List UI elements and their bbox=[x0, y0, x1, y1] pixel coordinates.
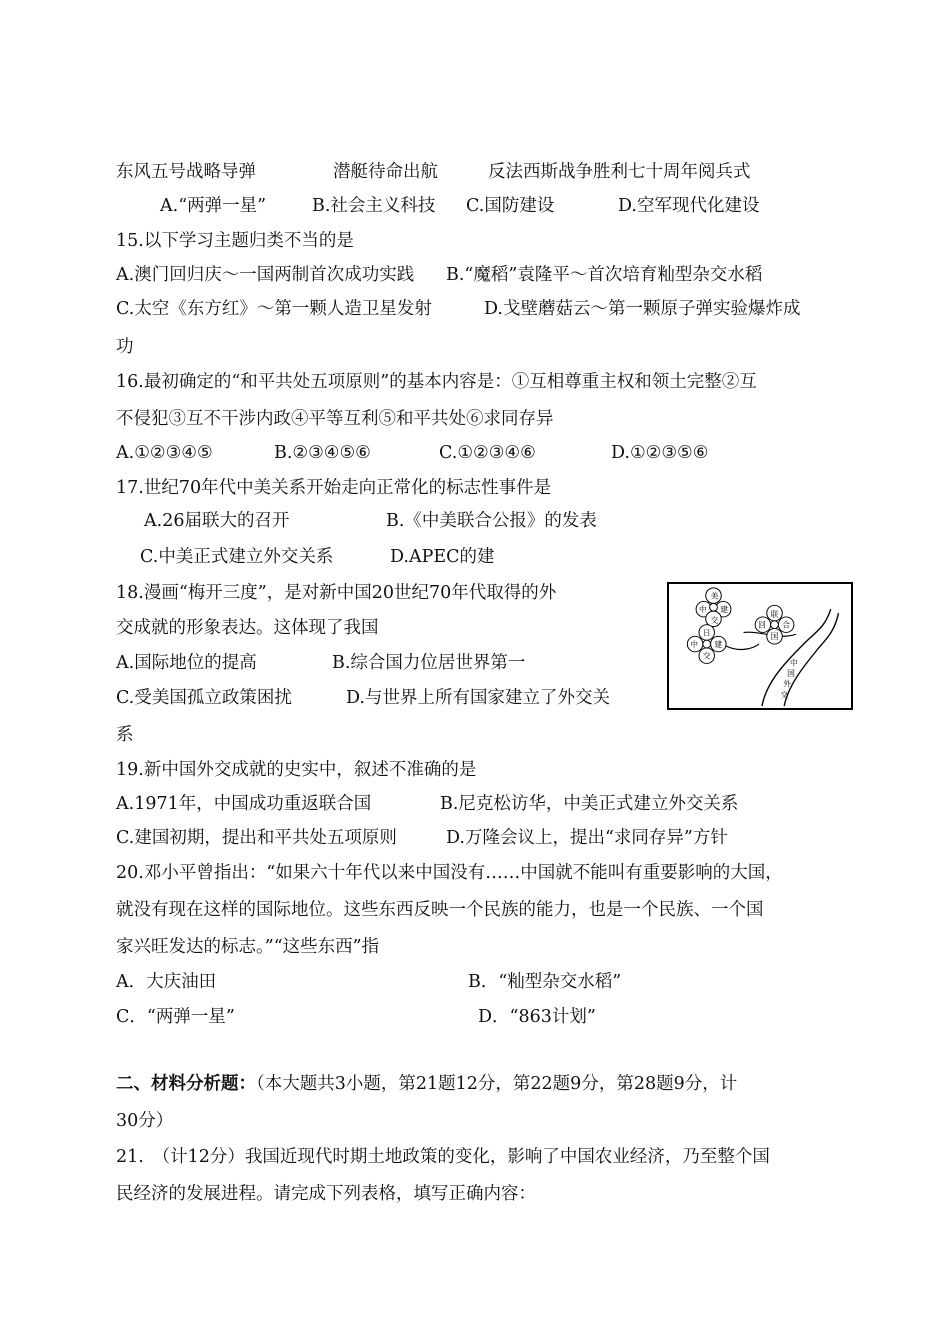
q18-stem-line1: 18.漫画“梅开三度”，是对新中国20世纪70年代取得的外 bbox=[116, 583, 557, 603]
blossom2-char-0: 联 bbox=[770, 609, 779, 619]
q18-option-c: C.受美国孤立政策困扰 bbox=[116, 688, 292, 708]
cartoon-drawing bbox=[669, 584, 851, 708]
q15-option-a: A.澳门回归庆～一国两制首次成功实践 bbox=[116, 265, 415, 285]
blossom2-char-2: 合 bbox=[782, 620, 791, 630]
q20-option-b: B．“籼型杂交水稻” bbox=[468, 972, 622, 992]
section2-desc-line2: 30分） bbox=[116, 1111, 174, 1131]
branch-char-0: 中 bbox=[790, 658, 798, 668]
q20-stem-line3: 家兴旺发达的标志。”“这些东西”指 bbox=[116, 937, 380, 957]
section2-desc-line1: （本大题共3小题，第21题12分，第22题9分，第28题9分，计 bbox=[256, 1074, 738, 1094]
q14-option-d: D.空军现代化建设 bbox=[618, 196, 760, 216]
section2-heading bbox=[116, 1073, 737, 1095]
q21-stem-line1: 21. （计12分）我国近现代时期土地政策的变化，影响了中国农业经济，乃至整个国 bbox=[116, 1147, 770, 1167]
q21-stem-line2: 民经济的发展进程。请完成下列表格，填写正确内容： bbox=[116, 1184, 536, 1204]
branch-char-1: 国 bbox=[787, 669, 795, 679]
q15-option-b: B.“魔稻”袁隆平～首次培育籼型杂交水稻 bbox=[446, 265, 763, 285]
blossom1-char-1: 美 bbox=[710, 591, 719, 601]
blossom3-char-0: 中 bbox=[690, 639, 699, 649]
branch-char-3: 交 bbox=[780, 690, 789, 700]
branch-char-2: 外 bbox=[783, 679, 792, 689]
q15-option-c: C.太空《东方红》～第一颗人造卫星发射 bbox=[116, 299, 432, 319]
blossom3-char-2: 建 bbox=[714, 639, 723, 649]
blossom3-char-3: 交 bbox=[702, 651, 711, 661]
blossom1-char-2: 建 bbox=[720, 605, 729, 615]
q16-stem-line2: 不侵犯③互不干涉内政④平等互利⑤和平共处⑥求同存异 bbox=[116, 409, 554, 429]
q20-stem-line1: 20.邓小平曾指出：“如果六十年代以来中国没有……中国就不能叫有重要影响的大国， bbox=[116, 863, 783, 883]
blossom1-char-3: 交 bbox=[710, 615, 719, 625]
q17-stem: 17.世纪70年代中美关系开始走向正常化的标志性事件是 bbox=[116, 478, 552, 498]
q14-option-b: B.社会主义科技 bbox=[312, 196, 436, 216]
blossom3-char-1: 日 bbox=[702, 628, 711, 638]
q17-option-d: D.APEC的建 bbox=[390, 547, 495, 567]
blossom2-char-3: 国 bbox=[770, 632, 779, 642]
q18-option-a: A.国际地位的提高 bbox=[116, 653, 257, 673]
q19-option-b: B.尼克松访华，中美正式建立外交关系 bbox=[440, 794, 739, 814]
q18-option-d: D.与世界上所有国家建立了外交关 bbox=[346, 688, 610, 708]
q14-caption-3: 反法西斯战争胜利七十周年阅兵式 bbox=[488, 162, 751, 182]
q16-option-c: C.①②③④⑥ bbox=[439, 443, 536, 463]
q16-option-a: A.①②③④⑤ bbox=[116, 443, 213, 463]
blossom-un-seat bbox=[755, 605, 794, 644]
q18-option-d-wrap: 系 bbox=[116, 725, 134, 745]
q15-option-d-wrap: 功 bbox=[116, 337, 134, 357]
q18-option-b: B.综合国力位居世界第一 bbox=[332, 653, 526, 673]
section2-title: 二、材料分析题： bbox=[116, 1074, 256, 1094]
q19-option-a: A.1971年，中国成功重返联合国 bbox=[116, 794, 372, 814]
q19-option-c: C.建国初期，提出和平共处五项原则 bbox=[116, 828, 397, 848]
q14-caption-1: 东风五号战略导弹 bbox=[116, 162, 256, 182]
q15-option-d: D.戈壁蘑菇云～第一颗原子弹实验爆炸成 bbox=[484, 299, 801, 319]
q15-stem: 15.以下学习主题归类不当的是 bbox=[116, 231, 354, 251]
q14-option-a: A.“两弹一星” bbox=[160, 196, 267, 216]
blossom2-char-1: 回 bbox=[758, 620, 766, 630]
q20-option-d: D．“863计划” bbox=[478, 1007, 596, 1027]
blossom-sino-us bbox=[696, 588, 731, 627]
twig-lower bbox=[726, 644, 759, 649]
q17-option-a: A.26届联大的召开 bbox=[144, 511, 290, 531]
q17-option-b: B.《中美联合公报》的发表 bbox=[386, 511, 597, 531]
q16-stem-line1: 16.最初确定的“和平共处五项原则”的基本内容是：①互相尊重主权和领土完整②互 bbox=[116, 372, 757, 392]
q19-stem: 19.新中国外交成就的史实中，叙述不准确的是 bbox=[116, 760, 477, 780]
q14-caption-2: 潜艇待命出航 bbox=[333, 162, 438, 182]
q20-option-c: C．“两弹一星” bbox=[116, 1007, 235, 1027]
blossom1-char-0: 中 bbox=[698, 605, 707, 615]
plum-blossom-cartoon bbox=[667, 582, 853, 710]
q20-stem-line2: 就没有现在这样的国际地位。这些东西反映一个民族的能力，也是一个民族、一个国 bbox=[116, 900, 764, 920]
q16-option-d: D.①②③⑤⑥ bbox=[611, 443, 709, 463]
blossom-sino-japan bbox=[687, 625, 726, 664]
q20-option-a: A．大庆油田 bbox=[116, 972, 217, 992]
q19-option-d: D.万隆会议上，提出“求同存异”方针 bbox=[446, 828, 728, 848]
q17-option-c: C.中美正式建立外交关系 bbox=[140, 547, 334, 567]
q18-stem-line2: 交成就的形象表达。这体现了我国 bbox=[116, 618, 379, 638]
q14-option-c: C.国防建设 bbox=[466, 196, 555, 216]
q16-option-b: B.②③④⑤⑥ bbox=[274, 443, 371, 463]
